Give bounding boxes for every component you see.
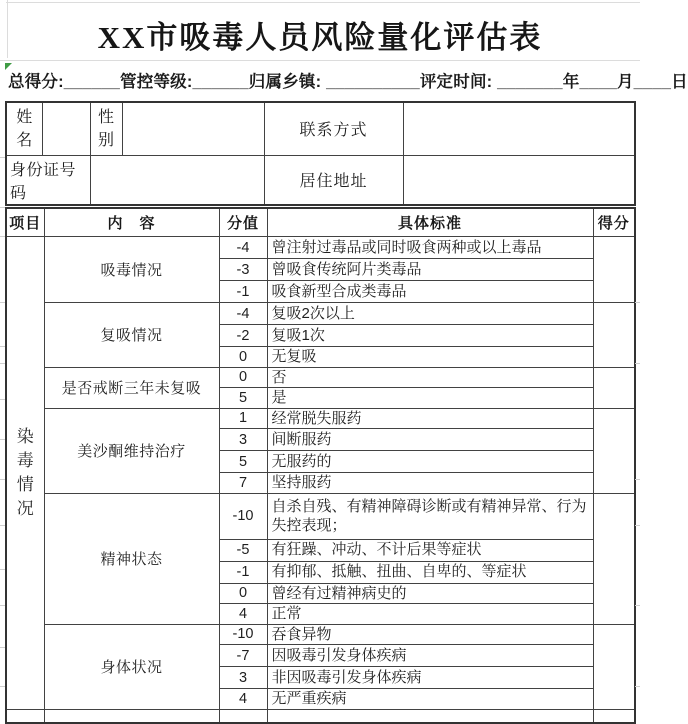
- points-blank-cell: [593, 237, 635, 303]
- criteria-cell: 经常脱失服药: [267, 408, 593, 429]
- score-value-cell: 5: [219, 451, 267, 473]
- cropped-cell: [6, 709, 44, 723]
- criteria-cell: 有狂躁、冲动、不计后果等症状: [267, 539, 593, 561]
- assessment-row: [6, 367, 635, 388]
- gridline-tick: [0, 569, 5, 570]
- main-table-body: [6, 237, 635, 724]
- criteria-cell: 曾吸食传统阿片类毒品: [267, 259, 593, 281]
- criteria-cell: 非因吸毒引发身体疾病: [267, 667, 593, 689]
- identity-body: [6, 102, 635, 205]
- assessment-table: [5, 207, 636, 724]
- assessment-row: [6, 237, 635, 259]
- score-value-cell: -7: [219, 645, 267, 667]
- gridline-tick: [0, 525, 5, 526]
- assessment-row: [6, 303, 635, 325]
- gridline-tick: [0, 302, 5, 303]
- score-value-cell: -3: [219, 259, 267, 281]
- col-header-points: 得分: [593, 208, 635, 237]
- score-value-cell: -5: [219, 539, 267, 561]
- criteria-cell: 复吸2次以上: [267, 303, 593, 325]
- gridline-tick: [635, 363, 640, 364]
- points-blank-cell: [593, 408, 635, 493]
- category-vertical-label: 染 毒 情 况: [6, 237, 44, 710]
- name-label: 姓名: [6, 102, 42, 155]
- criteria-cell: 吞食异物: [267, 624, 593, 645]
- score-value-cell: 7: [219, 473, 267, 494]
- col-header-item: 项目: [6, 208, 44, 237]
- criteria-cell: 正常: [267, 604, 593, 625]
- gridline-tick: [635, 686, 640, 687]
- gridline-tick: [0, 647, 5, 648]
- score-value-cell: -1: [219, 561, 267, 583]
- gridline: [6, 2, 640, 3]
- assessment-row: [6, 624, 635, 645]
- contact-value-cell: [403, 102, 635, 155]
- gridline-tick: [0, 346, 5, 347]
- gridline-tick: [0, 157, 5, 158]
- gridline-tick: [0, 439, 5, 440]
- gridline-tick: [635, 605, 640, 606]
- criteria-cell: 间断服药: [267, 429, 593, 451]
- form-title: XX市吸毒人员风险量化评估表: [97, 20, 543, 55]
- score-value-cell: -10: [219, 493, 267, 539]
- content-group-cell: 美沙酮维持治疗: [44, 408, 219, 493]
- content-group-cell: 是否戒断三年未复吸: [44, 367, 219, 408]
- score-value-cell: 0: [219, 583, 267, 604]
- cropped-cell: [267, 709, 593, 723]
- criteria-cell: 曾注射过毒品或同时吸食两种或以上毒品: [267, 237, 593, 259]
- gridline-tick: [635, 525, 640, 526]
- gridline-tick: [635, 302, 640, 303]
- score-value-cell: 0: [219, 367, 267, 388]
- gender-label: 性别: [90, 102, 122, 155]
- gridline-tick: [0, 236, 5, 237]
- criteria-cell: 坚持服药: [267, 473, 593, 494]
- score-value-cell: -1: [219, 281, 267, 303]
- gridline-tick: [0, 207, 5, 208]
- col-header-content: 内 容: [44, 208, 219, 237]
- score-value-cell: 3: [219, 667, 267, 689]
- cropped-cell: [44, 709, 219, 723]
- score-value-cell: -10: [219, 624, 267, 645]
- score-value-cell: 5: [219, 388, 267, 409]
- criteria-cell: 曾经有过精神病史的: [267, 583, 593, 604]
- id-number-label: 身份证号码: [6, 155, 90, 205]
- gridline-tick: [0, 399, 5, 400]
- content-group-cell: 复吸情况: [44, 303, 219, 368]
- criteria-cell: 无服药的: [267, 451, 593, 473]
- criteria-cell: 因吸毒引发身体疾病: [267, 645, 593, 667]
- assessment-row: [6, 493, 635, 539]
- col-header-criteria: 具体标准: [267, 208, 593, 237]
- gridline-tick: [0, 686, 5, 687]
- points-blank-cell: [593, 624, 635, 709]
- address-label: 居住地址: [264, 155, 403, 205]
- name-value-cell: [42, 102, 90, 155]
- score-value-cell: -4: [219, 237, 267, 259]
- gridline-tick: [635, 479, 640, 480]
- criteria-cell: 无严重疾病: [267, 689, 593, 710]
- criteria-cell: 复吸1次: [267, 325, 593, 347]
- points-blank-cell: [593, 367, 635, 408]
- points-blank-cell: [593, 493, 635, 624]
- score-value-cell: 1: [219, 408, 267, 429]
- col-header-score: 分值: [219, 208, 267, 237]
- score-value-cell: 3: [219, 429, 267, 451]
- id-number-value-cell: [90, 155, 264, 205]
- criteria-cell: 吸食新型合成类毒品: [267, 281, 593, 303]
- criteria-cell: 否: [267, 367, 593, 388]
- contact-label: 联系方式: [264, 102, 403, 155]
- identity-table: [5, 101, 636, 206]
- criteria-cell: 有抑郁、抵触、扭曲、自卑的、等症状: [267, 561, 593, 583]
- score-value-cell: 4: [219, 689, 267, 710]
- cropped-cell: [219, 709, 267, 723]
- address-value-cell: [403, 155, 635, 205]
- score-value-cell: -2: [219, 325, 267, 347]
- gridline-tick: [0, 363, 5, 364]
- cropped-row: [6, 709, 635, 723]
- points-blank-cell: [593, 303, 635, 368]
- gender-value-cell: [122, 102, 264, 155]
- content-group-cell: 吸毒情况: [44, 237, 219, 303]
- content-group-cell: 精神状态: [44, 493, 219, 624]
- criteria-cell: 无复吸: [267, 347, 593, 368]
- cropped-cell: [593, 709, 635, 723]
- criteria-cell: 自杀自残、有精神障碍诊断或有精神异常、行为失控表现；: [267, 493, 593, 539]
- summary-line: 总得分:______管控等级:______归属乡镇: __________评定时间: _______年____月____日: [8, 73, 688, 91]
- gridline-tick: [0, 605, 5, 606]
- content-group-cell: 身体状况: [44, 624, 219, 709]
- assessment-row: [6, 408, 635, 429]
- gridline: [0, 60, 640, 61]
- criteria-cell: 是: [267, 388, 593, 409]
- gridline-tick: [0, 479, 5, 480]
- score-value-cell: 0: [219, 347, 267, 368]
- score-value-cell: 4: [219, 604, 267, 625]
- score-value-cell: -4: [219, 303, 267, 325]
